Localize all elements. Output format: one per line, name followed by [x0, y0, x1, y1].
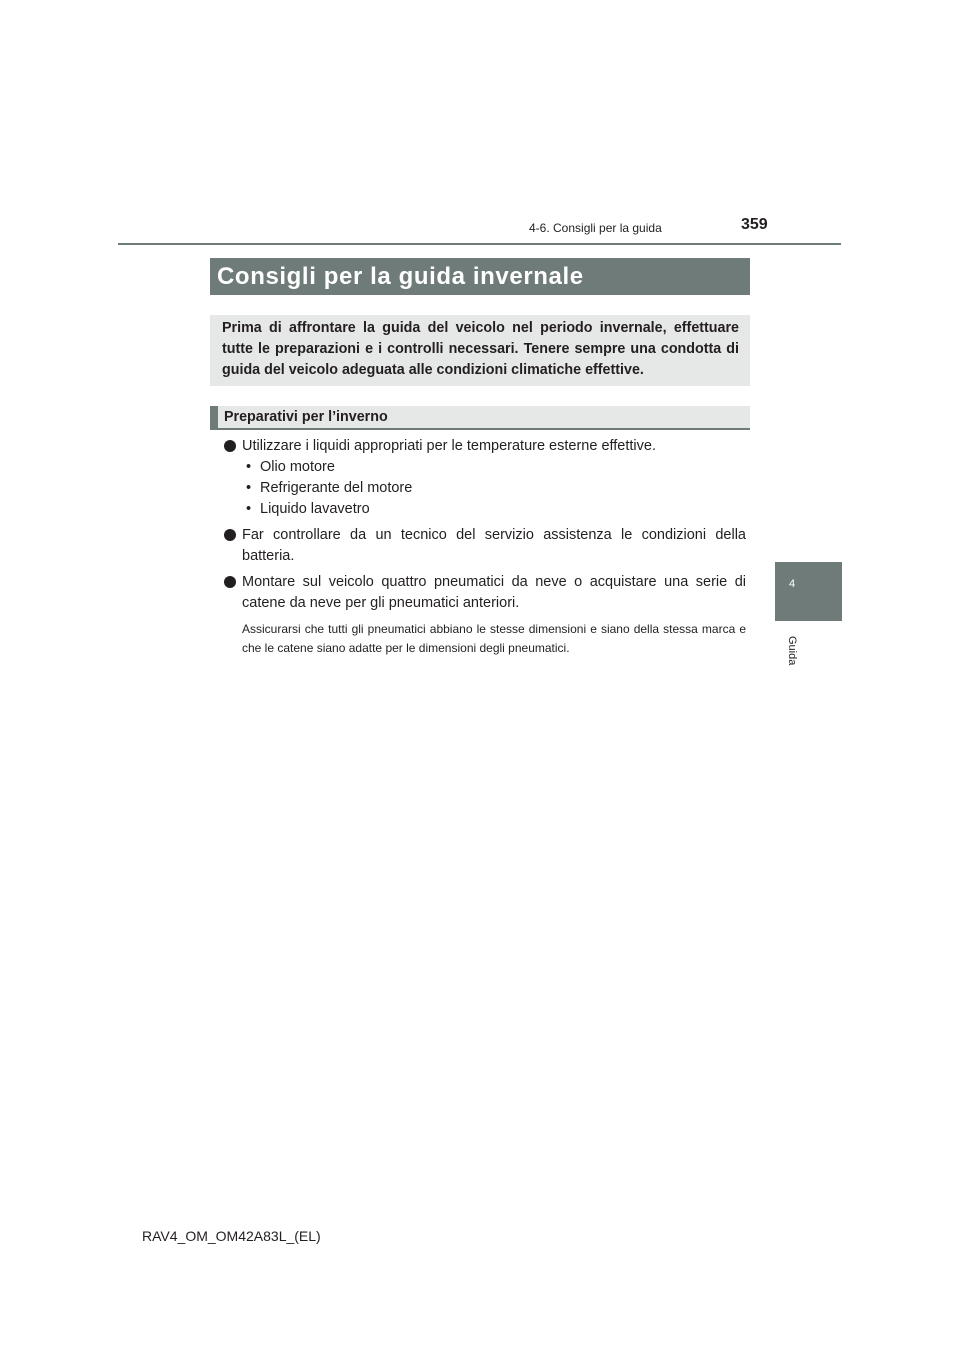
subheader-accent: [210, 406, 218, 428]
sub-bullet-icon: •: [246, 459, 252, 475]
content-body: [222, 436, 746, 658]
chapter-label: Guida: [786, 636, 798, 666]
bullet-icon: [224, 529, 236, 541]
bullet-item: [222, 436, 746, 457]
intro-box: [210, 315, 750, 386]
intro-text: Prima di affrontare la guida del veicolo nel periodo invernale, effettuare tutte le preparazioni e i controlli necessari. Tenere sempre una condotta di guida del veicolo adeguata alle condizioni climatiche effettive.: [222, 320, 739, 378]
bullet-text: Montare sul veicolo quattro pneumatici da neve o acquistare una serie di catene da neve per gli pneumatici anteriori.: [242, 574, 746, 611]
note-text: Assicurarsi che tutti gli pneumatici abbiano le stesse dimensioni e siano della stessa marca e che le catene siano adatte per le dimensioni degli pneumatici.: [242, 622, 746, 655]
sub-list-item: • Olio motore: [242, 457, 746, 478]
section-subheader: [210, 406, 750, 430]
bullet-item: [222, 572, 746, 614]
bullet-text: Utilizzare i liquidi appropriati per le temperature esterne effettive.: [242, 438, 656, 454]
bullet-icon: [224, 576, 236, 588]
fluids-sub-list: [242, 457, 746, 520]
sub-bullet-icon: •: [246, 501, 252, 517]
bullet-text: Far controllare da un tecnico del servizio assistenza le condizioni della batteria.: [242, 527, 746, 564]
bullet-icon: [224, 440, 236, 452]
sub-list-item: • Refrigerante del motore: [242, 478, 746, 499]
footer-manual-code: RAV4_OM_OM42A83L_(EL): [142, 1228, 321, 1244]
page-number: 359: [741, 216, 768, 233]
page-title: Consigli per la guida invernale: [217, 263, 584, 290]
subheader-title: Preparativi per l’inverno: [224, 409, 388, 425]
chapter-number: 4: [789, 578, 796, 590]
header-section-title: 4-6. Consigli per la guida: [529, 221, 662, 235]
bullet-item: [222, 525, 746, 567]
sub-bullet-icon: •: [246, 480, 252, 496]
page-title-bar: [210, 258, 750, 295]
header-divider: [118, 243, 841, 245]
sub-list-item: • Liquido lavavetro: [242, 499, 746, 520]
chapter-tab: [775, 562, 842, 621]
